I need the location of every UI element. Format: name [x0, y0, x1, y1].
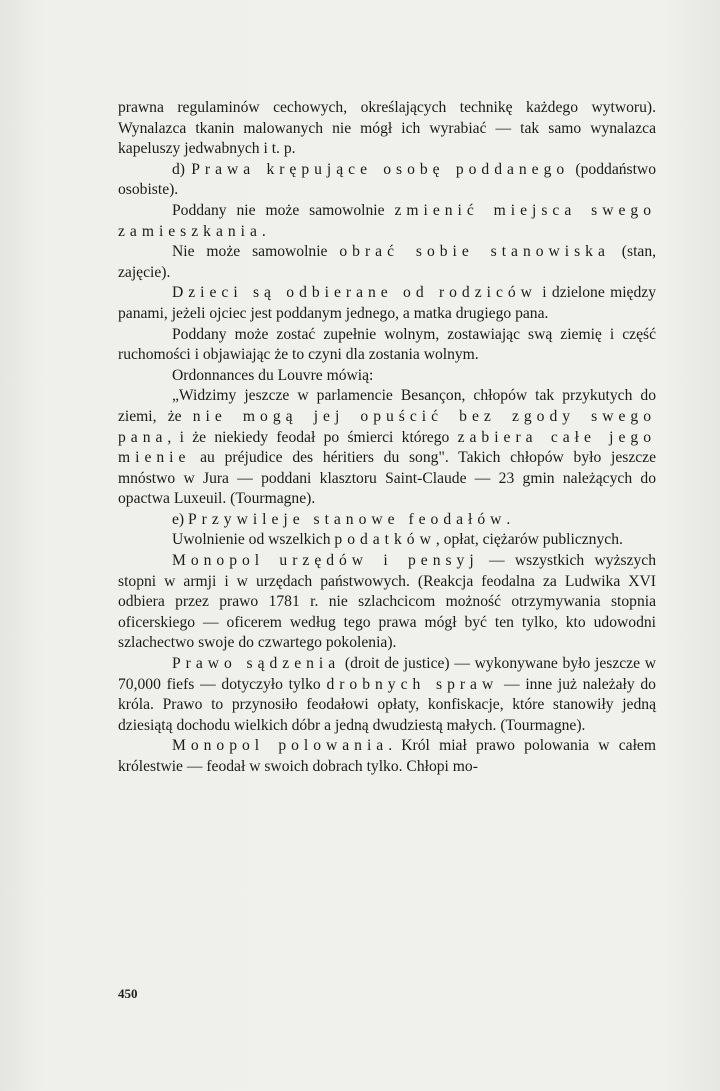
page-text — [118, 98, 656, 778]
paragraph — [118, 201, 656, 242]
spaced-emphasis: zmienić miejsca swego zamieszkania — [118, 201, 656, 240]
text-run: (stan, zajęcie). — [118, 243, 657, 281]
spaced-emphasis: Przywileje stanowe feodałów — [188, 510, 507, 528]
text-run: au préjudice des héritiers du song". Takich chłopów było jeszcze mnóstwo w Jura — poddani klasztoru Saint-Claude — 23 gmin należących do opactwa Luxeuil. (Tourmagne). — [118, 449, 656, 508]
text-run: . — [261, 222, 266, 240]
paragraph — [118, 283, 656, 324]
text-run: . Król miał prawo polowania w całem królestwie — feodał w swoich dobrach tylko. Chłopi mo- — [118, 737, 656, 775]
text-run: Poddany może zostać zupełnie wolnym, zostawiając swą ziemię i część ruchomości i objawiając że to czyni dla zostania wolnym. — [118, 325, 656, 364]
text-run: . — [506, 510, 511, 528]
text-run: d) — [172, 160, 192, 178]
page-number: 450 — [118, 986, 138, 1001]
text-run: (poddaństwo osobiste). — [118, 160, 656, 199]
paragraph — [118, 551, 656, 654]
text-run: — inne już należały do króla. Prawo to przynosiło feodałowi opłaty, konfiskacje, które stanowiły jedną dziesiątą dochodu wielkich dóbr a jedną dwudziestą małych. (Tourmagne). — [118, 675, 656, 734]
text-run: „Widzimy jeszcze w parlamencie Besançon, chłopów tak przykutych do ziemi, że — [118, 387, 656, 425]
paragraph — [118, 242, 656, 283]
text-run: Uwolnienie od wszelkich — [172, 531, 335, 549]
paragraph — [118, 160, 656, 201]
paragraph — [118, 736, 656, 777]
paragraph — [118, 366, 656, 387]
spaced-emphasis: Dzieci są odbierane od rodziców — [172, 284, 537, 302]
paragraph — [118, 510, 656, 531]
text-run: (droit de justice) — wykonywane było jeszcze w 70,000 fiefs — dotyczyło tylko — [118, 655, 657, 693]
text-run: , opłat, ciężarów publicznych. — [435, 531, 623, 549]
paragraph — [118, 530, 656, 551]
text-run: Ordonnances du Louvre mówią: — [172, 366, 374, 384]
text-run: , i że niekiedy feodał po śmierci którego — [167, 428, 458, 446]
spaced-emphasis: Prawa krępujące osobę poddanego — [191, 160, 570, 178]
spaced-emphasis: Monopol urzędów i pensyj — [172, 552, 479, 570]
paragraph — [118, 386, 656, 510]
spaced-emphasis: drobnych spraw — [326, 675, 499, 693]
paragraph — [118, 325, 656, 366]
spaced-emphasis: zabiera całe jego mienie — [118, 428, 656, 467]
paragraph — [118, 98, 656, 160]
spaced-emphasis: Monopol polowania — [172, 737, 389, 755]
text-run: Poddany nie może samowolnie — [172, 201, 395, 219]
text-run: i dzielone między panami, jeżeli ojciec jest poddanym jednego, a matka drugiego pana. — [118, 284, 656, 322]
spaced-emphasis: obrać sobie stanowiska — [339, 243, 610, 261]
spaced-emphasis: nie mogą jej opuścić bez zgody swego pana — [118, 407, 656, 446]
paragraph — [118, 654, 656, 736]
text-run: e) — [172, 510, 189, 528]
text-run: — wszystkich wyższych stopni w armji i w urzędach państwowych. (Reakcja feodalna za Ludwika XVI odbiera przez prawo 1781 r. nie szlachcicom możność otrzymywania stopnia oficerskiego — oficerem według tego prawa mógł być ten tylko, kto udowodni szlachectwo swoje do czwartego pokolenia). — [118, 552, 656, 652]
spaced-emphasis: podatków — [334, 531, 436, 549]
spaced-emphasis: Prawo sądzenia — [172, 655, 341, 673]
text-run: Nie może samowolnie — [172, 243, 340, 261]
text-run: prawna regulaminów cechowych, określających technikę każdego wytworu). Wynalazca tkanin malowanych nie mógł ich wyrabiać — tak samo wynalazca kapeluszy jedwabnych i t. p. — [118, 99, 656, 158]
